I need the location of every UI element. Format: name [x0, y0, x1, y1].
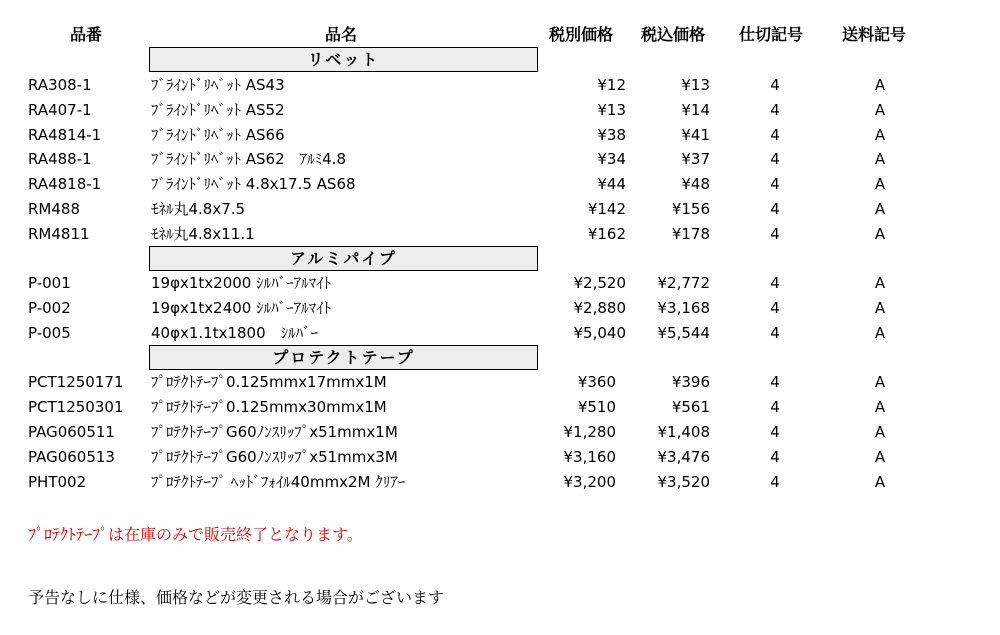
- row-price: ¥44: [597, 175, 626, 193]
- row-cut-code: 4: [770, 76, 780, 94]
- row-cut-code: 4: [770, 175, 780, 193]
- row-ship-code: A: [874, 274, 886, 292]
- row-tax-price: ¥3,476: [657, 448, 710, 466]
- row-ship-code: A: [874, 448, 886, 466]
- row-name: 19φx1tx2000 ｼﾙﾊﾞｰｱﾙﾏｲﾄ: [151, 274, 332, 292]
- header-cut-code: 仕切記号: [739, 25, 804, 44]
- section-title-rivet: リベット: [149, 47, 538, 72]
- row-name: ﾌﾟﾛﾃｸﾄﾃｰﾌﾟG60ﾉﾝｽﾘｯﾌﾟx51mmx1M: [151, 423, 398, 441]
- row-tax-price: ¥5,544: [657, 324, 710, 342]
- row-tax-price: ¥48: [681, 175, 710, 193]
- row-code: RM488: [28, 200, 80, 218]
- row-name: ﾓﾈﾙ丸4.8x11.1: [151, 225, 255, 243]
- row-price: ¥510: [577, 398, 616, 416]
- row-ship-code: A: [874, 200, 886, 218]
- row-cut-code: 4: [770, 101, 780, 119]
- row-price: ¥2,520: [573, 274, 626, 292]
- row-name: 19φx1tx2400 ｼﾙﾊﾞｰｱﾙﾏｲﾄ: [151, 299, 332, 317]
- row-ship-code: A: [874, 423, 886, 441]
- row-code: RM4811: [28, 225, 90, 243]
- row-cut-code: 4: [770, 225, 780, 243]
- row-tax-price: ¥156: [671, 200, 710, 218]
- row-code: PCT1250171: [28, 373, 124, 391]
- row-code: RA4818-1: [28, 175, 102, 193]
- row-code: P-005: [28, 324, 71, 342]
- row-cut-code: 4: [770, 473, 780, 491]
- stock-note: ﾌﾟﾛﾃｸﾄﾃｰﾌﾟは在庫のみで販売終了となります。: [28, 525, 363, 544]
- row-code: RA4814-1: [28, 126, 102, 144]
- row-ship-code: A: [874, 76, 886, 94]
- header-code: 品番: [70, 25, 103, 44]
- row-name: ﾌﾞﾗｲﾝﾄﾞﾘﾍﾞｯﾄ AS62 ｱﾙﾐ4.8: [151, 150, 346, 168]
- row-tax-price: ¥561: [671, 398, 710, 416]
- row-price: ¥360: [577, 373, 616, 391]
- row-tax-price: ¥396: [671, 373, 710, 391]
- row-cut-code: 4: [770, 373, 780, 391]
- header-name: 品名: [325, 25, 358, 44]
- row-ship-code: A: [874, 398, 886, 416]
- row-ship-code: A: [874, 473, 886, 491]
- row-name: 40φx1.1tx1800 ｼﾙﾊﾞｰ: [151, 324, 319, 342]
- row-name: ﾌﾟﾛﾃｸﾄﾃｰﾌﾟG60ﾉﾝｽﾘｯﾌﾟx51mmx3M: [151, 448, 398, 466]
- row-price: ¥12: [597, 76, 626, 94]
- row-ship-code: A: [874, 150, 886, 168]
- row-price: ¥162: [587, 225, 626, 243]
- row-name: ﾓﾈﾙ丸4.8x7.5: [151, 200, 246, 218]
- row-ship-code: A: [874, 101, 886, 119]
- header-tax-price: 税込価格: [641, 25, 706, 44]
- row-cut-code: 4: [770, 423, 780, 441]
- row-price: ¥142: [587, 200, 626, 218]
- row-tax-price: ¥37: [681, 150, 710, 168]
- row-tax-price: ¥13: [681, 76, 710, 94]
- header-ship-code: 送料記号: [842, 25, 907, 44]
- row-code: PCT1250301: [28, 398, 124, 416]
- row-cut-code: 4: [770, 299, 780, 317]
- row-price: ¥1,280: [563, 423, 616, 441]
- row-cut-code: 4: [770, 200, 780, 218]
- row-name: ﾌﾞﾗｲﾝﾄﾞﾘﾍﾞｯﾄ 4.8x17.5 AS68: [151, 175, 356, 193]
- row-code: PAG060513: [28, 448, 115, 466]
- row-cut-code: 4: [770, 448, 780, 466]
- row-ship-code: A: [874, 324, 886, 342]
- row-name: ﾌﾟﾛﾃｸﾄﾃｰﾌﾟ0.125mmx17mmx1M: [151, 373, 387, 391]
- row-tax-price: ¥178: [671, 225, 710, 243]
- row-ship-code: A: [874, 126, 886, 144]
- row-code: RA488-1: [28, 150, 92, 168]
- row-code: P-001: [28, 274, 71, 292]
- row-tax-price: ¥2,772: [657, 274, 710, 292]
- row-tax-price: ¥1,408: [657, 423, 710, 441]
- row-name: ﾌﾞﾗｲﾝﾄﾞﾘﾍﾞｯﾄ AS66: [151, 126, 285, 144]
- disclaimer-note: 予告なしに仕様、価格などが変更される場合がございます: [28, 588, 445, 607]
- row-price: ¥3,160: [563, 448, 616, 466]
- section-title-aluminum-pipe: アルミパイプ: [149, 246, 538, 271]
- header-price: 税別価格: [549, 25, 614, 44]
- row-cut-code: 4: [770, 126, 780, 144]
- row-ship-code: A: [874, 373, 886, 391]
- row-code: PAG060511: [28, 423, 115, 441]
- row-tax-price: ¥3,168: [657, 299, 710, 317]
- row-code: RA407-1: [28, 101, 92, 119]
- row-code: P-002: [28, 299, 71, 317]
- row-ship-code: A: [874, 175, 886, 193]
- row-price: ¥5,040: [573, 324, 626, 342]
- row-price: ¥2,880: [573, 299, 626, 317]
- row-ship-code: A: [874, 299, 886, 317]
- row-code: RA308-1: [28, 76, 92, 94]
- section-title-protect-tape: プロテクトテープ: [149, 345, 538, 370]
- row-price: ¥3,200: [563, 473, 616, 491]
- row-price: ¥34: [597, 150, 626, 168]
- row-name: ﾌﾟﾛﾃｸﾄﾃｰﾌﾟ0.125mmx30mmx1M: [151, 398, 387, 416]
- row-tax-price: ¥3,520: [657, 473, 710, 491]
- row-name: ﾌﾞﾗｲﾝﾄﾞﾘﾍﾞｯﾄ AS52: [151, 101, 285, 119]
- row-name: ﾌﾞﾗｲﾝﾄﾞﾘﾍﾞｯﾄ AS43: [151, 76, 285, 94]
- row-cut-code: 4: [770, 324, 780, 342]
- row-ship-code: A: [874, 225, 886, 243]
- row-price: ¥13: [597, 101, 626, 119]
- row-name: ﾌﾟﾛﾃｸﾄﾃｰﾌﾟ ﾍｯﾄﾞﾌｫｲﾙ40mmx2M ｸﾘｱｰ: [151, 473, 406, 491]
- row-code: PHT002: [28, 473, 87, 491]
- row-tax-price: ¥41: [681, 126, 710, 144]
- row-price: ¥38: [597, 126, 626, 144]
- row-cut-code: 4: [770, 150, 780, 168]
- row-cut-code: 4: [770, 398, 780, 416]
- row-cut-code: 4: [770, 274, 780, 292]
- row-tax-price: ¥14: [681, 101, 710, 119]
